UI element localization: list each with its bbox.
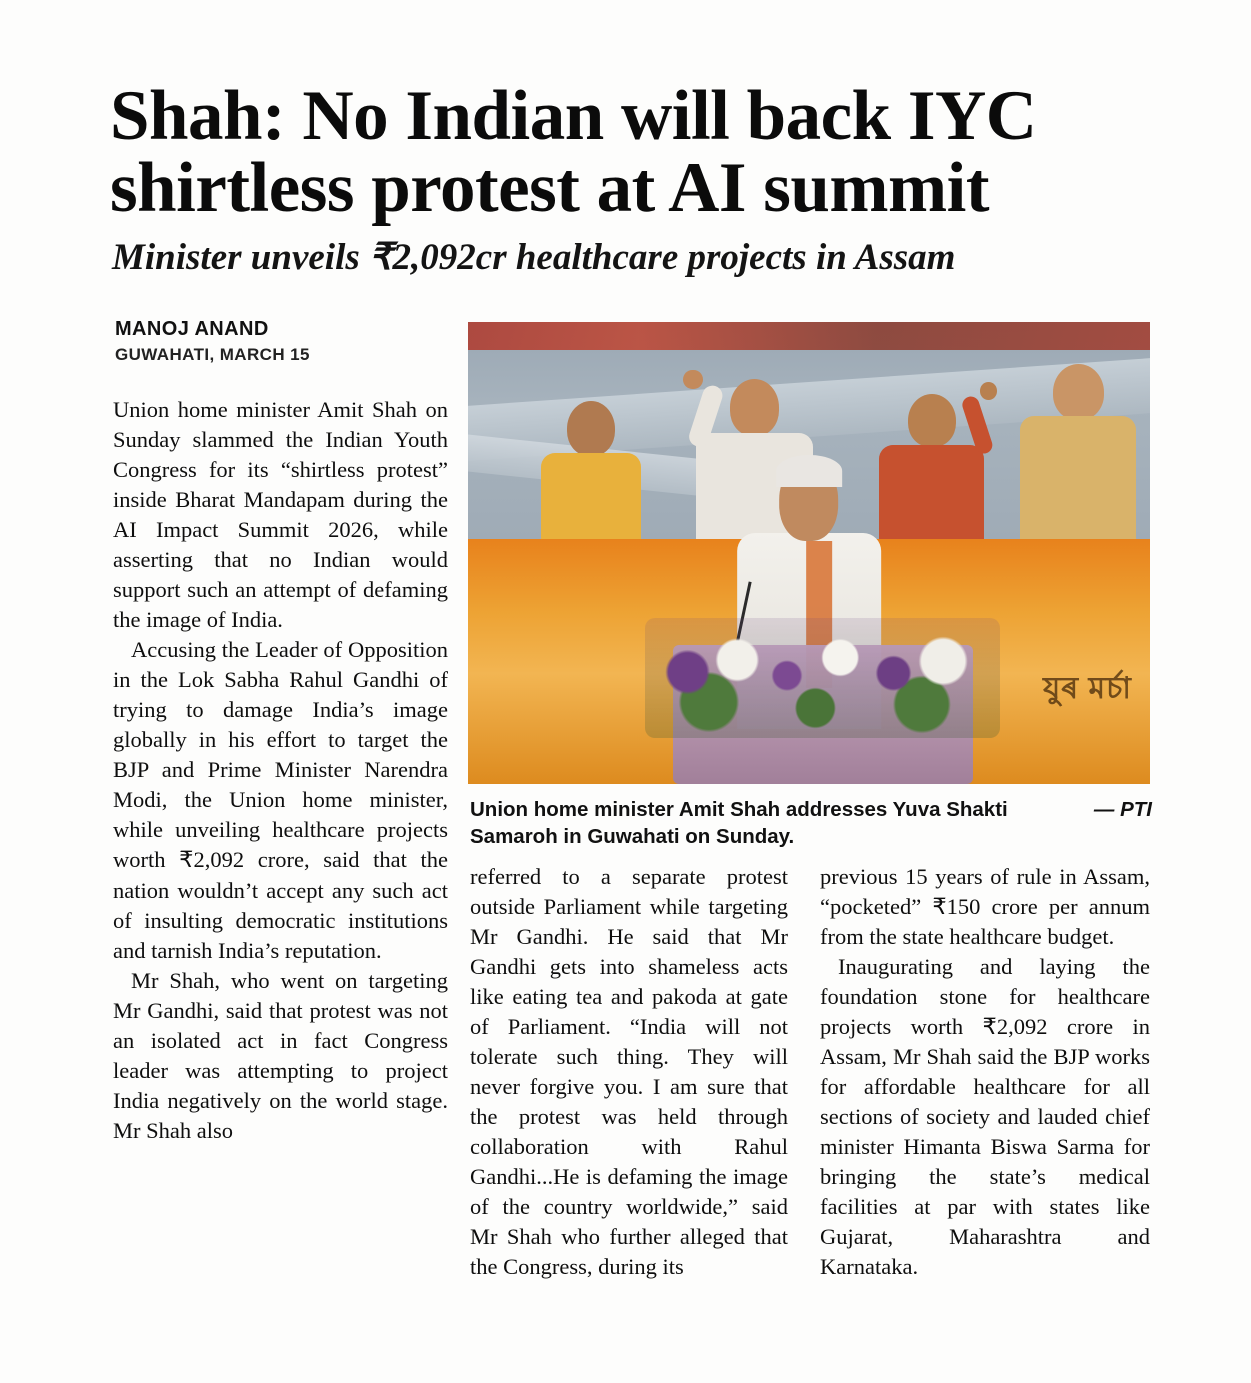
poster-body-1	[541, 453, 641, 539]
article-paragraph: Mr Shah, who went on targeting Mr Gandhi, said that protest was not an isolated act in fact Congress leader was attempting to project India negatively on the world stage. Mr Shah also	[113, 967, 448, 1143]
hoarding-top-strip	[468, 322, 1150, 350]
article-column-1	[113, 395, 448, 1146]
flower-arrangement	[645, 618, 1000, 738]
article-column-2	[470, 862, 788, 1282]
byline	[115, 318, 445, 365]
article-paragraph: Union home minister Amit Shah on Sunday slammed the Indian Youth Congress for its “shirtless protest” inside Bharat Mandapam during the AI Impact Summit 2026, while asserting that no Indian would support such an attempt of defaming the image of India.	[113, 397, 448, 633]
poster-portrait-3	[877, 391, 986, 539]
byline-author: MANOJ ANAND	[115, 318, 269, 340]
stage-banner-text: যুৰ মর্চা	[1042, 671, 1132, 705]
poster-head-3	[908, 394, 956, 447]
poster-head-2	[730, 379, 779, 436]
poster-fist-2	[683, 370, 703, 390]
byline-dateline: GUWAHATI, MARCH 15	[115, 345, 310, 364]
photo-caption	[470, 796, 1152, 850]
poster-portrait-4	[1020, 364, 1136, 540]
article-subheadline: Minister unveils ₹2,092cr healthcare projects in Assam	[112, 237, 956, 278]
poster-body-4	[1020, 416, 1136, 539]
poster-head-1	[567, 401, 615, 456]
article-paragraph: Inaugurating and laying the foundation stone for healthcare projects worth ₹2,092 crore in Assam, Mr Shah said the BJP works for affordable healthcare for all sections of society and lauded chief minister Himanta Biswa Sarma for bringing the state’s medical facilities at par with states like Gujarat, Maharashtra and Karnataka.	[820, 954, 1150, 1280]
poster-head-4	[1053, 364, 1104, 420]
article-photo	[468, 322, 1150, 784]
poster-body-3	[879, 445, 984, 540]
speaker-hair	[776, 455, 841, 487]
article-column-3	[820, 862, 1150, 1282]
photo-credit: — PTI	[1093, 798, 1152, 821]
article-paragraph: previous 15 years of rule in Assam, “pocketed” ₹150 crore per annum from the state healthcare budget.	[820, 864, 1150, 950]
photo-caption-text: Union home minister Amit Shah addresses Yuva Shakti Samaroh in Guwahati on Sunday.	[470, 798, 1008, 849]
page-title: Shah: No Indian will back IYC shirtless protest at AI summit	[110, 76, 1037, 227]
article-paragraph: referred to a separate protest outside Parliament while targeting Mr Gandhi. He said that Mr Gandhi gets into shameless acts like eating tea and pakoda at gate of Parliament. “India will not tolerate such thing. They will never forgive you. I am sure that the protest was held through collaboration with Rahul Gandhi...He is defaming the image of the country worldwide,” said Mr Shah who further alleged that the Congress, during its	[470, 864, 788, 1280]
article-paragraph: Accusing the Leader of Opposition in the Lok Sabha Rahul Gandhi of trying to damage India’s image globally in his effort to target the BJP and Prime Minister Narendra Modi, the Union home minister, while unveiling healthcare projects worth ₹2,092 crore, said that the nation wouldn’t accept any such act of insulting democratic institutions and tarnish India’s reputation.	[113, 637, 448, 963]
poster-portrait-1	[536, 401, 645, 540]
photo-background	[468, 322, 1150, 784]
